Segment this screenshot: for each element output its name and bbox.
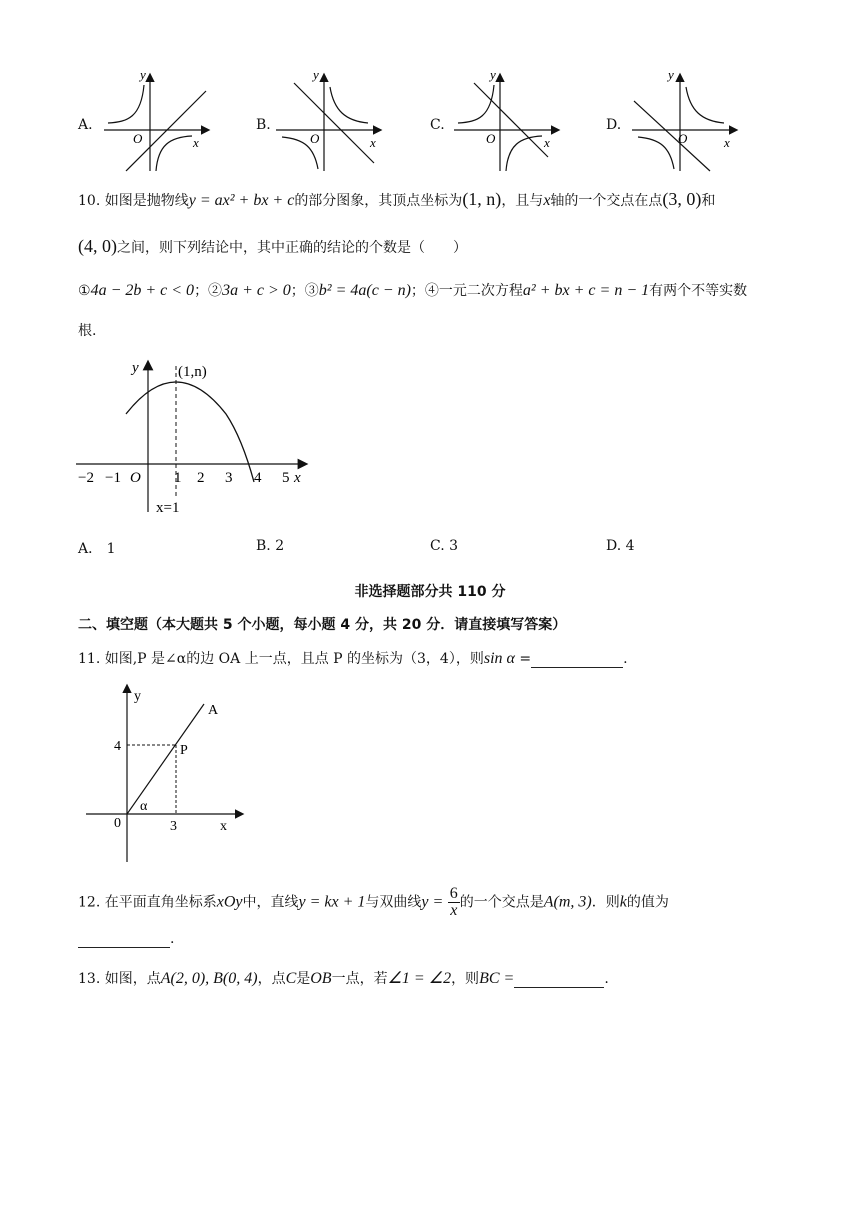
section-heading: 非选择题部分共 110 分: [354, 584, 506, 600]
q13-var: C: [285, 970, 297, 987]
answer-label: D.: [606, 538, 622, 554]
q10-mark: ；②: [194, 283, 223, 299]
q12-text: 12. 在平面直角坐标系: [78, 894, 217, 911]
q11-end: .: [623, 651, 628, 667]
q12-line-2: [78, 930, 174, 948]
q13-expr: BC =: [479, 970, 515, 987]
answer-value: 1: [106, 541, 116, 557]
q10-vertex: (1, n): [462, 189, 502, 209]
q13-end: .: [604, 971, 609, 987]
option-b-label: B.: [256, 117, 271, 133]
y-axis-label: y: [668, 67, 674, 82]
origin-label: O: [486, 131, 496, 146]
point-p-label: P: [180, 743, 188, 758]
q12-fraction: [448, 886, 460, 919]
q10-mark: ①: [78, 283, 91, 299]
answer-d: [606, 538, 635, 554]
tick-label: 2: [197, 470, 205, 486]
x-axis-label: x: [294, 470, 301, 486]
q10-text: ，且与: [501, 193, 544, 209]
answer-a: [78, 538, 116, 558]
answer-c: [430, 538, 458, 554]
q10-conditions: [78, 282, 747, 300]
tick-label: 5: [282, 470, 290, 486]
q11-angle-graph: [86, 684, 256, 866]
graph-option-a: [98, 65, 218, 175]
q13-text: 13. 如图，点: [78, 971, 161, 987]
q13-text: 是: [296, 971, 311, 987]
q13-var: OB: [310, 970, 332, 987]
q10-expr: 4a − 2b + c < 0: [90, 282, 195, 299]
graph-option-c: [448, 65, 568, 175]
origin-label: 0: [114, 816, 121, 831]
answer-label: B.: [256, 538, 271, 554]
y-axis-label: y: [313, 67, 319, 82]
graph-option-d: [626, 65, 746, 175]
q12-text: 的值为: [626, 894, 669, 911]
ray-a-label: A: [208, 703, 219, 718]
q10-line-4: [78, 322, 96, 340]
q12-var: k: [619, 893, 627, 911]
q10-point: (4, 0): [78, 236, 117, 256]
q10-mark: ；③: [290, 283, 319, 299]
q10-text: 和: [701, 193, 716, 209]
q13-answer-blank[interactable]: [514, 973, 604, 988]
fraction-numerator: 6: [449, 885, 458, 902]
vertex-label: (1,n): [178, 364, 207, 380]
q12-text: 的一个交点是: [459, 894, 544, 911]
x-axis-label: x: [370, 135, 376, 150]
q12-text: 与双曲线: [365, 894, 422, 911]
q11-line: [78, 650, 628, 668]
answer-label: A．: [78, 541, 103, 557]
q12-expr: y = kx + 1: [298, 893, 366, 911]
axis-of-symmetry-label: x=1: [156, 500, 180, 516]
q10-point: (3, 0): [662, 189, 702, 209]
answer-b: [256, 538, 284, 554]
q13-text: ，则: [451, 971, 480, 987]
tick-label: 3: [225, 470, 233, 486]
tick-label: −1: [105, 470, 121, 486]
option-d-label: D.: [606, 117, 622, 133]
q12-text: 中，直线: [242, 894, 299, 911]
answer-value: 4: [625, 538, 635, 554]
q10-text: 根.: [78, 323, 97, 339]
origin-label: O: [130, 470, 141, 486]
y-axis-label: y: [134, 689, 141, 704]
tick-label: −2: [78, 470, 94, 486]
q10-tick-labels: [78, 470, 290, 486]
q12-answer-blank[interactable]: [78, 933, 170, 948]
tick-y-label: 4: [114, 739, 121, 754]
tick-label: 4: [254, 470, 262, 486]
y-axis-label: y: [132, 360, 139, 376]
q10-text: 之间，则下列结论中，其中正确的结论的个数是（ ）: [117, 240, 467, 256]
origin-label: O: [133, 131, 143, 146]
q10-expr: 3a + c > 0: [222, 282, 291, 299]
q10-number: 10.: [78, 193, 101, 209]
q12-text: ．则: [591, 894, 620, 911]
q12-expr: y =: [421, 893, 444, 911]
q11-text: 11. 如图,P 是∠α的边 OA 上一点，且点 P 的坐标为（3，4），则: [78, 651, 484, 667]
q10-text: 的部分图象，其顶点坐标为: [294, 193, 463, 209]
q10-line-2: [78, 237, 467, 257]
option-a-label: A.: [78, 117, 93, 133]
x-axis-label: x: [544, 135, 550, 150]
x-axis-label: x: [193, 135, 199, 150]
answer-value: 3: [449, 538, 459, 554]
q10-text: 有两个不等实数: [649, 283, 748, 299]
q10-line-1: [78, 190, 715, 210]
q10-parabola-graph: [70, 352, 320, 522]
q10-text: 轴的一个交点在点: [550, 193, 663, 209]
q10-text: 如图是抛物线: [104, 193, 189, 209]
q10-expr: y = ax² + bx + c: [188, 192, 295, 209]
part2-heading: 二、填空题（本大题共 5 个小题，每小题 4 分，共 20 分．请直接填写答案）: [78, 617, 567, 633]
x-axis-label: x: [220, 819, 227, 834]
q12-line-1: [78, 886, 669, 919]
q10-mark: ；④一元二次方程: [410, 283, 523, 299]
tick-x-label: 3: [170, 819, 177, 834]
q12-end: .: [170, 931, 175, 947]
q10-expr: b² = 4a(c − n): [318, 282, 411, 299]
origin-label: O: [678, 131, 688, 146]
q11-text: =: [514, 651, 532, 667]
q11-answer-blank[interactable]: [531, 653, 623, 668]
answer-value: 2: [275, 538, 285, 554]
q13-text: ，点: [257, 971, 286, 987]
q12-expr: A(m, 3): [543, 893, 592, 911]
q13-line: [78, 970, 609, 988]
fraction-denominator: x: [450, 902, 458, 919]
q13-expr: A(2, 0), B(0, 4): [160, 970, 258, 987]
graph-option-b: [270, 65, 390, 175]
q12-expr: xOy: [216, 893, 243, 911]
option-c-label: C.: [430, 117, 445, 133]
origin-label: O: [310, 131, 320, 146]
answer-label: C.: [430, 538, 445, 554]
x-axis-label: x: [724, 135, 730, 150]
tick-label: 1: [174, 470, 182, 486]
q10-var: x: [543, 192, 551, 209]
alpha-label: α: [140, 799, 148, 814]
y-axis-label: y: [140, 67, 146, 82]
q13-expr: ∠1 = ∠2: [387, 970, 452, 987]
q13-text: 一点，若: [331, 971, 388, 987]
y-axis-label: y: [490, 67, 496, 82]
q11-expr: sin α: [483, 650, 515, 667]
q10-expr: a² + bx + c = n − 1: [522, 282, 650, 299]
